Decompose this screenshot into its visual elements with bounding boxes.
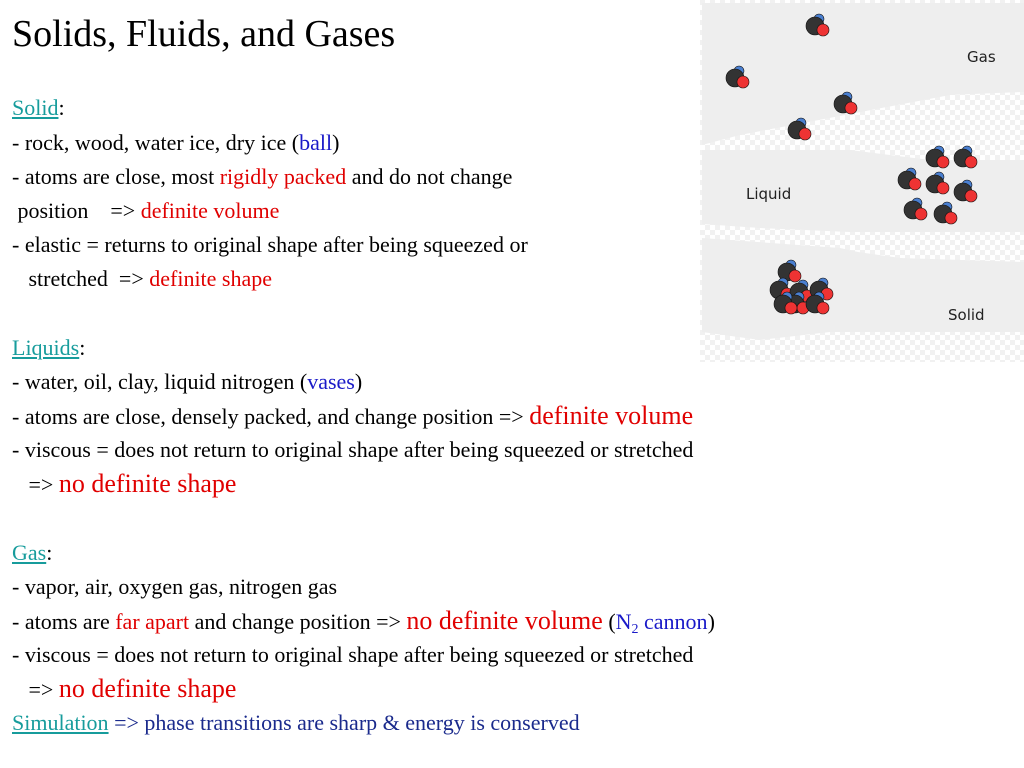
solid-line-5 bbox=[12, 264, 272, 294]
gas-line-1: - vapor, air, oxygen gas, nitrogen gas bbox=[12, 574, 338, 599]
oxygen-atom bbox=[937, 182, 949, 194]
solid-link[interactable]: Solid bbox=[12, 95, 59, 120]
gas-line-3: - viscous = does not return to original shape after being squeezed or stretched bbox=[12, 642, 694, 667]
liquids-heading-line: Liquids: bbox=[12, 335, 86, 360]
rigidly-packed-highlight: rigidly packed bbox=[219, 164, 347, 189]
gas-line-2 bbox=[12, 606, 715, 637]
liquids-examples-text: - water, oil, clay, liquid nitrogen ( bbox=[12, 369, 308, 394]
gas-change-position-text: and change position => bbox=[189, 609, 407, 634]
oxygen-atom bbox=[785, 302, 797, 314]
phase-diagram bbox=[700, 0, 1024, 362]
solid-stretched-text: stretched => bbox=[12, 266, 150, 291]
solid-heading-line: Solid: bbox=[12, 95, 65, 120]
vases-example: vases bbox=[307, 369, 355, 394]
oxygen-atom bbox=[817, 302, 829, 314]
solid-position-text: position => bbox=[12, 198, 141, 223]
solid-line-2 bbox=[12, 162, 512, 192]
definite-shape-highlight: definite shape bbox=[149, 266, 273, 291]
simulation-line bbox=[12, 708, 580, 738]
liquids-atoms-text: - atoms are close, densely packed, and change position => bbox=[12, 404, 530, 429]
liquid-no-definite-shape-highlight: no definite shape bbox=[58, 469, 237, 498]
oxygen-atom bbox=[789, 270, 801, 282]
simulation-link[interactable]: Simulation bbox=[12, 710, 109, 735]
gas-label: Gas bbox=[967, 48, 996, 66]
solid-atoms-text-end: and do not change bbox=[346, 164, 513, 189]
oxygen-atom bbox=[945, 212, 957, 224]
gas-link[interactable]: Gas bbox=[12, 540, 47, 565]
solid-label: Solid bbox=[948, 306, 985, 324]
no-definite-volume-highlight: no definite volume bbox=[406, 606, 603, 635]
solid-line-3 bbox=[12, 196, 279, 226]
simulation-arrow: => bbox=[108, 710, 145, 735]
gas-atoms-text: - atoms are bbox=[12, 609, 116, 634]
oxygen-atom bbox=[845, 102, 857, 114]
slide-title: Solids, Fluids, and Gases bbox=[12, 13, 396, 55]
solid-atoms-text: - atoms are close, most bbox=[12, 164, 220, 189]
liquids-line-4 bbox=[12, 469, 236, 500]
liquids-arrow-text: => bbox=[12, 472, 59, 497]
cannon-text: cannon bbox=[638, 609, 708, 634]
gas-heading-line: Gas: bbox=[12, 540, 53, 565]
oxygen-atom bbox=[799, 128, 811, 140]
gas-arrow-text: => bbox=[12, 677, 59, 702]
solid-line-4: - elastic = returns to original shape after being squeezed or bbox=[12, 232, 528, 257]
n2-cannon-example bbox=[615, 609, 708, 637]
oxygen-atom bbox=[937, 156, 949, 168]
liquid-label: Liquid bbox=[746, 185, 792, 203]
oxygen-atom bbox=[817, 24, 829, 36]
oxygen-atom bbox=[915, 208, 927, 220]
simulation-text: phase transitions are sharp & energy is conserved bbox=[144, 710, 580, 735]
ball-example: ball bbox=[299, 130, 333, 155]
gas-paren-close: ) bbox=[707, 609, 715, 634]
gas-no-definite-shape-highlight: no definite shape bbox=[58, 674, 237, 703]
n2-subscript: 2 bbox=[631, 622, 639, 637]
liquid-definite-volume-highlight: definite volume bbox=[529, 401, 694, 430]
liquids-link[interactable]: Liquids bbox=[12, 335, 80, 360]
n2-symbol: N bbox=[615, 609, 632, 634]
far-apart-highlight: far apart bbox=[115, 609, 190, 634]
liquids-line-1: - water, oil, clay, liquid nitrogen (vases) bbox=[12, 369, 363, 394]
oxygen-atom bbox=[965, 190, 977, 202]
solid-line-1: - rock, wood, water ice, dry ice (ball) bbox=[12, 130, 340, 155]
oxygen-atom bbox=[737, 76, 749, 88]
definite-volume-highlight: definite volume bbox=[140, 198, 280, 223]
oxygen-atom bbox=[965, 156, 977, 168]
solid-examples-text: - rock, wood, water ice, dry ice ( bbox=[12, 130, 300, 155]
liquids-line-3: - viscous = does not return to original shape after being squeezed or stretched bbox=[12, 437, 694, 462]
gas-line-4 bbox=[12, 674, 236, 705]
oxygen-atom bbox=[909, 178, 921, 190]
liquids-line-2 bbox=[12, 401, 693, 432]
gas-paren-open: ( bbox=[602, 609, 616, 634]
